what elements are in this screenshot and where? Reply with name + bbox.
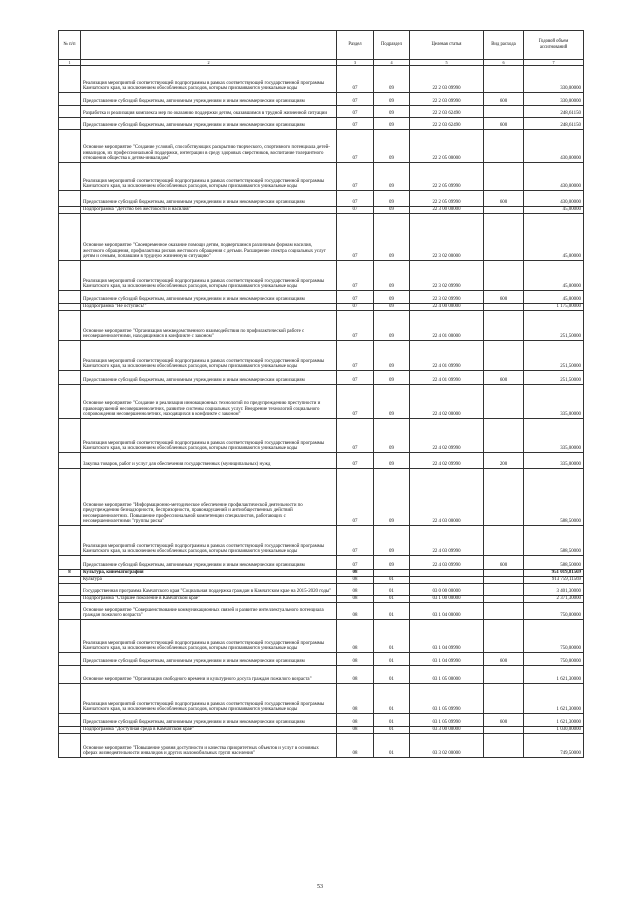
row-amount: 335,00000	[524, 385, 584, 419]
row-amount: 951 019,81569	[524, 570, 584, 577]
row-csr: 22 2 03 62490	[410, 106, 484, 118]
header-podrazdel: Подраздел	[374, 31, 410, 60]
row-csr: 22 2 05 09990	[410, 163, 484, 191]
row-csr: 22 2 03 62490	[410, 118, 484, 130]
row-razdel: 08	[337, 603, 374, 620]
row-razdel: 08	[337, 584, 374, 596]
row-vr: 600	[484, 291, 524, 304]
col-number: 6	[484, 60, 524, 66]
row-vr	[484, 66, 524, 93]
row-vr: 600	[484, 118, 524, 130]
row-csr: 22 2 03 09990	[410, 93, 484, 106]
row-amount: 750,00000	[524, 603, 584, 620]
row-amount: 330,00000	[524, 66, 584, 93]
row-podrazdel: 09	[374, 304, 410, 311]
row-razdel: 07	[337, 261, 374, 291]
table-row	[59, 453, 584, 469]
header-row	[59, 31, 584, 60]
row-amount: 588,50000	[524, 526, 584, 556]
row-podrazdel	[374, 570, 410, 577]
row-csr: 22 4 02 09990	[410, 453, 484, 469]
row-razdel: 07	[337, 385, 374, 419]
row-amount: 588,50000	[524, 556, 584, 570]
row-amount: 45,00000	[524, 207, 584, 214]
budget-table-page	[58, 30, 583, 758]
row-razdel: 07	[337, 130, 374, 163]
row-podrazdel: 01	[374, 734, 410, 758]
row-num	[59, 118, 81, 130]
table-row	[59, 341, 584, 371]
table-row	[59, 684, 584, 714]
row-name: Реализация мероприятий соответствующей подпрограммы в рамках соответствующей государственной программы Камчатского края, за исключением обособленных расходов, которым присваиваются уникальные коды	[81, 684, 337, 714]
row-name: Реализация мероприятий соответствующей подпрограммы в рамках соответствующей государственной программы Камчатского края, за исключением обособленных расходов, которым присваиваются уникальные коды	[81, 526, 337, 556]
row-razdel: 08	[337, 620, 374, 653]
header-name	[81, 31, 337, 60]
row-amount: 248,61150	[524, 118, 584, 130]
row-csr: 22 4 02 09990	[410, 419, 484, 453]
row-name: Предоставление субсидий бюджетным, автономным учреждениям и иным некоммерческим организациям	[81, 714, 337, 727]
table-row	[59, 66, 584, 93]
row-podrazdel: 09	[374, 191, 410, 207]
row-podrazdel: 09	[374, 261, 410, 291]
row-csr: 22 2 05 00000	[410, 130, 484, 163]
table-row	[59, 291, 584, 304]
row-name: Культура, кинематография	[81, 570, 337, 577]
row-vr	[484, 727, 524, 734]
row-name: Предоставление субсидий бюджетным, автономным учреждениям и иным некоммерческим организациям	[81, 291, 337, 304]
row-podrazdel: 01	[374, 714, 410, 727]
row-num	[59, 603, 81, 620]
row-csr: 03 3 00 00000	[410, 727, 484, 734]
row-csr: 22 3 02 09990	[410, 291, 484, 304]
row-vr	[484, 620, 524, 653]
row-razdel: 08	[337, 653, 374, 666]
row-podrazdel: 01	[374, 584, 410, 596]
row-razdel: 07	[337, 207, 374, 214]
row-vr: 600	[484, 191, 524, 207]
row-razdel: 08	[337, 734, 374, 758]
row-name: Разработка и реализация комплекса мер по оказанию поддержки детям, оказавшимся в трудной жизненной ситуации	[81, 106, 337, 118]
table-row	[59, 734, 584, 758]
row-razdel: 07	[337, 106, 374, 118]
row-razdel: 07	[337, 526, 374, 556]
row-csr	[410, 570, 484, 577]
row-amount: 45,00000	[524, 261, 584, 291]
row-csr: 22 2 03 09990	[410, 66, 484, 93]
row-name: Закупка товаров, работ и услуг для обеспечения государственных (муниципальных) нужд	[81, 453, 337, 469]
row-name: Основное мероприятие "Информационно-методическое обеспечение профилактической деятельности по предупреждению безнадзорности, беспризорности, правонарушений и антиобщественных действий несовершеннолетних. Повышение профессиональной компетенции специалистов, работающих с несовершеннолетними "группы риска"	[81, 469, 337, 526]
row-podrazdel: 01	[374, 603, 410, 620]
header-razdel: Раздел	[337, 31, 374, 60]
table-row	[59, 214, 584, 261]
row-num	[59, 207, 81, 214]
row-razdel: 08	[337, 727, 374, 734]
table-row	[59, 570, 584, 577]
table-row	[59, 93, 584, 106]
row-podrazdel: 09	[374, 385, 410, 419]
row-csr: 22 4 02 00000	[410, 385, 484, 419]
table-row	[59, 714, 584, 727]
row-podrazdel: 09	[374, 419, 410, 453]
col-number: 4	[374, 60, 410, 66]
row-podrazdel: 09	[374, 469, 410, 526]
row-amount: 248,61150	[524, 106, 584, 118]
row-vr	[484, 469, 524, 526]
row-amount: 430,00000	[524, 191, 584, 207]
row-razdel: 07	[337, 214, 374, 261]
row-name: Реализация мероприятий соответствующей подпрограммы в рамках соответствующей государственной программы Камчатского края, за исключением обособленных расходов, которым присваиваются уникальные коды	[81, 419, 337, 453]
row-razdel: 07	[337, 304, 374, 311]
row-razdel: 07	[337, 191, 374, 207]
row-vr	[484, 207, 524, 214]
table-row	[59, 727, 584, 734]
row-name: Реализация мероприятий соответствующей подпрограммы в рамках соответствующей государственной программы Камчатского края, за исключением обособленных расходов, которым присваиваются уникальные коды	[81, 66, 337, 93]
row-amount: 251,50000	[524, 311, 584, 341]
row-vr	[484, 666, 524, 684]
row-num	[59, 714, 81, 727]
row-razdel: 07	[337, 341, 374, 371]
row-razdel: 07	[337, 419, 374, 453]
row-num	[59, 371, 81, 385]
row-csr: 22 2 05 09990	[410, 191, 484, 207]
row-name: Предоставление субсидий бюджетным, автономным учреждениям и иным некоммерческим организациям	[81, 191, 337, 207]
row-vr	[484, 385, 524, 419]
row-vr	[484, 684, 524, 714]
row-razdel: 07	[337, 93, 374, 106]
row-podrazdel: 01	[374, 653, 410, 666]
row-razdel: 07	[337, 163, 374, 191]
row-razdel: 07	[337, 291, 374, 304]
row-num	[59, 453, 81, 469]
row-name: Подпрограмма "Доступная среда в Камчатском крае"	[81, 727, 337, 734]
row-amount: 1 175,00000	[524, 304, 584, 311]
row-razdel: 07	[337, 469, 374, 526]
row-num	[59, 66, 81, 93]
row-num	[59, 419, 81, 453]
row-name: Основное мероприятие "Организация межведомственного взаимодействия по профилактической работе с несовершеннолетними, находящимися в конфликте с законом"	[81, 311, 337, 341]
row-amount: 251,50000	[524, 341, 584, 371]
row-vr	[484, 311, 524, 341]
row-num	[59, 106, 81, 118]
row-num	[59, 577, 81, 584]
row-num	[59, 385, 81, 419]
row-num	[59, 734, 81, 758]
row-name: Культура	[81, 577, 337, 584]
row-podrazdel: 09	[374, 106, 410, 118]
row-csr: 22 3 00 00000	[410, 207, 484, 214]
row-podrazdel: 01	[374, 727, 410, 734]
row-amount: 750,00000	[524, 653, 584, 666]
row-vr: 600	[484, 653, 524, 666]
row-num	[59, 163, 81, 191]
row-num	[59, 469, 81, 526]
row-csr: 22 4 01 09990	[410, 341, 484, 371]
row-podrazdel: 09	[374, 207, 410, 214]
row-vr	[484, 577, 524, 584]
row-csr: 22 4 03 09990	[410, 556, 484, 570]
row-csr: 03 0 00 00000	[410, 584, 484, 596]
row-csr: 22 4 03 09990	[410, 526, 484, 556]
col-number: 7	[524, 60, 584, 66]
table-row	[59, 106, 584, 118]
col-number: 2	[81, 60, 337, 66]
row-podrazdel: 09	[374, 453, 410, 469]
row-razdel: 07	[337, 66, 374, 93]
row-vr: 600	[484, 371, 524, 385]
row-num	[59, 666, 81, 684]
header-amount: Годовой объем ассигнований	[524, 31, 584, 60]
table-row	[59, 261, 584, 291]
row-razdel: 07	[337, 556, 374, 570]
table-row	[59, 371, 584, 385]
row-name: Основное мероприятие "Организация свободного времени и культурного досуга граждан пожилого возраста"	[81, 666, 337, 684]
row-name: Основное мероприятие "Повышение уровня доступности и качества приоритетных объектов и услуг в основных сферах жизнедеятельности инвалидов и других маломобильных групп населения"	[81, 734, 337, 758]
row-amount: 335,00000	[524, 419, 584, 453]
row-name: Предоставление субсидий бюджетным, автономным учреждениям и иным некоммерческим организациям	[81, 556, 337, 570]
table-row	[59, 577, 584, 584]
row-razdel: 08	[337, 684, 374, 714]
row-csr: 03 1 04 00000	[410, 603, 484, 620]
table-row	[59, 130, 584, 163]
row-vr	[484, 106, 524, 118]
row-num: 8	[59, 570, 81, 577]
row-amount: 749,50000	[524, 734, 584, 758]
row-amount: 1 030,00000	[524, 727, 584, 734]
row-amount: 430,00000	[524, 130, 584, 163]
row-amount: 750,00000	[524, 620, 584, 653]
row-num	[59, 684, 81, 714]
table-row	[59, 311, 584, 341]
row-amount: 1 621,30000	[524, 714, 584, 727]
row-podrazdel: 01	[374, 577, 410, 584]
row-podrazdel: 09	[374, 526, 410, 556]
table-row	[59, 304, 584, 311]
row-razdel: 07	[337, 453, 374, 469]
table-row	[59, 191, 584, 207]
row-podrazdel: 09	[374, 93, 410, 106]
table-row	[59, 653, 584, 666]
table-row	[59, 556, 584, 570]
table-row	[59, 666, 584, 684]
row-vr	[484, 603, 524, 620]
row-vr	[484, 419, 524, 453]
row-num	[59, 93, 81, 106]
row-vr	[484, 734, 524, 758]
row-csr: 03 1 04 09990	[410, 620, 484, 653]
row-podrazdel: 01	[374, 666, 410, 684]
row-vr: 200	[484, 453, 524, 469]
row-podrazdel: 01	[374, 596, 410, 603]
row-csr: 03 1 04 09990	[410, 653, 484, 666]
row-csr: 03 3 02 00000	[410, 734, 484, 758]
row-vr	[484, 163, 524, 191]
row-amount: 2 371,30000	[524, 596, 584, 603]
row-name: Государственная программа Камчатского края "Социальная поддержка граждан в Камчатском крае на 2015-2020 годы"	[81, 584, 337, 596]
row-podrazdel: 09	[374, 66, 410, 93]
table-row	[59, 469, 584, 526]
table-row	[59, 596, 584, 603]
row-razdel: 07	[337, 311, 374, 341]
row-num	[59, 620, 81, 653]
row-num	[59, 291, 81, 304]
row-vr	[484, 261, 524, 291]
row-csr: 22 4 01 00000	[410, 311, 484, 341]
row-amount: 1 621,30000	[524, 684, 584, 714]
row-vr	[484, 341, 524, 371]
row-podrazdel: 09	[374, 291, 410, 304]
row-csr: 03 1 05 09990	[410, 684, 484, 714]
row-name: Реализация мероприятий соответствующей подпрограммы в рамках соответствующей государственной программы Камчатского края, за исключением обособленных расходов, которым присваиваются уникальные коды	[81, 341, 337, 371]
row-name: Предоставление субсидий бюджетным, автономным учреждениям и иным некоммерческим организациям	[81, 653, 337, 666]
row-amount: 45,00000	[524, 214, 584, 261]
row-vr	[484, 130, 524, 163]
row-num	[59, 261, 81, 291]
table-row	[59, 526, 584, 556]
row-vr	[484, 584, 524, 596]
row-amount: 330,00000	[524, 93, 584, 106]
row-vr: 600	[484, 93, 524, 106]
row-num	[59, 304, 81, 311]
row-num	[59, 584, 81, 596]
row-amount: 251,50000	[524, 371, 584, 385]
row-name: Предоставление субсидий бюджетным, автономным учреждениям и иным некоммерческим организациям	[81, 371, 337, 385]
table-row	[59, 603, 584, 620]
col-number: 5	[410, 60, 484, 66]
table-row	[59, 207, 584, 214]
row-razdel: 07	[337, 371, 374, 385]
row-razdel: 08	[337, 666, 374, 684]
row-name: Реализация мероприятий соответствующей подпрограммы в рамках соответствующей государственной программы Камчатского края, за исключением обособленных расходов, которым присваиваются уникальные коды	[81, 261, 337, 291]
row-num	[59, 214, 81, 261]
col-number: 1	[59, 60, 81, 66]
page-number: 53	[317, 884, 323, 890]
row-num	[59, 596, 81, 603]
header-num: № п/п	[59, 31, 81, 60]
table-row	[59, 163, 584, 191]
table-row	[59, 419, 584, 453]
row-podrazdel: 01	[374, 620, 410, 653]
row-podrazdel: 09	[374, 311, 410, 341]
row-podrazdel: 09	[374, 118, 410, 130]
row-amount: 3 401,30000	[524, 584, 584, 596]
row-csr	[410, 577, 484, 584]
row-csr: 03 1 05 09990	[410, 714, 484, 727]
row-name: Предоставление субсидий бюджетным, автономным учреждениям и иным некоммерческим организациям	[81, 118, 337, 130]
row-razdel: 08	[337, 714, 374, 727]
row-podrazdel: 09	[374, 130, 410, 163]
row-razdel: 08	[337, 577, 374, 584]
row-num	[59, 311, 81, 341]
row-num	[59, 556, 81, 570]
row-amount: 1 621,30000	[524, 666, 584, 684]
row-num	[59, 727, 81, 734]
row-podrazdel: 01	[374, 684, 410, 714]
row-amount: 588,50000	[524, 469, 584, 526]
row-razdel: 08	[337, 596, 374, 603]
row-name: Основное мероприятие "Своевременное оказание помощи детям, подвергшимся различным формам насилия, жестокого обращения, профилактика рисков жестокого обращения с детьми. Расширение спектра социальных услуг детям и семьям, попавшим в трудную жизненную ситуацию"	[81, 214, 337, 261]
row-podrazdel: 09	[374, 341, 410, 371]
table-row	[59, 584, 584, 596]
row-csr: 22 3 02 00000	[410, 214, 484, 261]
row-csr: 03 1 00 00000	[410, 596, 484, 603]
row-num	[59, 130, 81, 163]
budget-table	[58, 30, 584, 758]
row-vr	[484, 570, 524, 577]
table-row	[59, 118, 584, 130]
row-num	[59, 191, 81, 207]
row-name: Реализация мероприятий соответствующей подпрограммы в рамках соответствующей государственной программы Камчатского края, за исключением обособленных расходов, которым присваиваются уникальные коды	[81, 620, 337, 653]
row-vr	[484, 214, 524, 261]
row-razdel: 07	[337, 118, 374, 130]
table-body	[59, 66, 584, 758]
row-name: Основное мероприятие "Создание и реализация инновационных технологий по предупреждению преступности и правонарушений несовершеннолетних, развитие системы социальных услуг. Внедрение технологий социального сопровождения несовершеннолетних, находящихся в конфликте с законом"	[81, 385, 337, 419]
col-number: 3	[337, 60, 374, 66]
row-vr	[484, 526, 524, 556]
row-vr	[484, 596, 524, 603]
row-vr: 600	[484, 556, 524, 570]
row-amount: 335,00000	[524, 453, 584, 469]
header-vr: Вид расхода	[484, 31, 524, 60]
row-csr: 03 1 05 00000	[410, 666, 484, 684]
header-csr: Целевая статья	[410, 31, 484, 60]
row-vr	[484, 304, 524, 311]
row-num	[59, 341, 81, 371]
row-num	[59, 653, 81, 666]
row-amount: 45,00000	[524, 291, 584, 304]
row-razdel: 08	[337, 570, 374, 577]
table-row	[59, 385, 584, 419]
row-name: Подпрограмма "Старшее поколение в Камчатском крае"	[81, 596, 337, 603]
row-name: Основное мероприятие "Совершенствование коммуникационных связей и развитие интеллектуального потенциала граждан пожилого возраста"	[81, 603, 337, 620]
row-podrazdel: 09	[374, 214, 410, 261]
row-podrazdel: 09	[374, 371, 410, 385]
row-name: Реализация мероприятий соответствующей подпрограммы в рамках соответствующей государственной программы Камчатского края, за исключением обособленных расходов, которым присваиваются уникальные коды	[81, 163, 337, 191]
row-csr: 22 4 03 00000	[410, 469, 484, 526]
row-vr: 600	[484, 714, 524, 727]
row-amount: 430,00000	[524, 163, 584, 191]
row-podrazdel: 09	[374, 556, 410, 570]
row-name: Основное мероприятие "Создание условий, способствующих раскрытию творческого, спортивного потенциала детей-инвалидов, их профессиональной поддержки, интеграции в среду здоровых сверстников, воспитание толерантного отношения общества к детям-инвалидам"	[81, 130, 337, 163]
row-csr: 22 4 00 00000	[410, 304, 484, 311]
table-row	[59, 620, 584, 653]
row-csr: 22 3 02 09990	[410, 261, 484, 291]
row-name: Предоставление субсидий бюджетным, автономным учреждениям и иным некоммерческим организациям	[81, 93, 337, 106]
row-name: Подпрограмма "Детство без жестокости и насилия"	[81, 207, 337, 214]
row-name: Подпрограмма "Не оступись!"	[81, 304, 337, 311]
row-csr: 22 4 01 09990	[410, 371, 484, 385]
row-podrazdel: 09	[374, 163, 410, 191]
row-num	[59, 526, 81, 556]
row-amount: 913 759,11569	[524, 577, 584, 584]
